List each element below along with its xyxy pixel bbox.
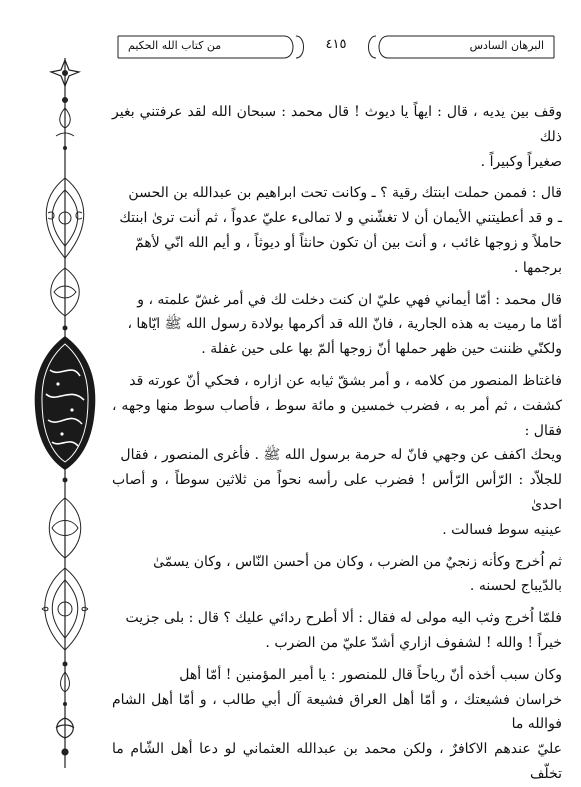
paragraph: وقف بين يديه ، قال : ايهاً يا ديوث ! قال محمد : سبحان الله لقد عرفتني بغير ذلك صغيراً وكبيراً .: [112, 104, 562, 170]
running-header: [112, 30, 560, 64]
paragraph: قال محمد : أمّا أيماني فهي عليّ ان كنت دخلت لك في أمر غشّ علمته ، و أمّا ما رميت به هذه الجارية ، فانّ الله قد أكرمها بولادة رسول الله ﷺ ايّاها ، ولكنّي ظننت حين ظهر حملها أنّ زوجها ألمّ بها على حين غفلة .: [127, 291, 562, 358]
main-text: [112, 100, 562, 782]
chapter-title: البرهان السادس: [469, 39, 544, 52]
book-title: من كتاب الله الحكيم: [128, 39, 222, 52]
calligraphy-medallion-icon: [35, 336, 96, 470]
decorative-vertical-ornament: [30, 58, 100, 768]
paragraph: ثم اُخرج وكأنه زنجيٌ من الضرب ، وكان من أحسن النّاس ، وكان يسمّىٰ بالدّيباج لحسنه .: [153, 553, 562, 595]
paragraph: وكان سبب أخذه أنّ رياحاً قال للمنصور : يا أمير المؤمنين ! أمّا أهل خراسان فشيعتك ، و أمّا أهل العراق فشيعة آل أبي طالب ، و أمّا أهل الشام فوالله ما عليّ عندهم الاكافرٌ ، ولكن محمد بن عبدالله العثماني لو دعا أهل الشّام ما تخلّف: [112, 666, 562, 782]
paragraph: فاغتاظ المنصور من كلامه ، و أمر بشقّ ثيابه عن ازاره ، فحكي أنّ عورته قد كشفت ، ثم أمر به ، فضرب خمسين و مائة سوط ، فأصاب سوط منها وجهه ، فقال : ويحك اكفف عن وجهي فانّ له حرمة برسول الله ﷺ . فأغرى المنصور ، فقال للجلاّد : الرّأس الرّأس ! فضرب على رأسه نحواً من ثلاثين سوطاً ، و أصاب احدىٰ عينيه سوط فسالت .: [112, 372, 562, 538]
paragraph: فلمّا اُخرج وثب اليه مولى له فقال : ألا أطرح ردائي عليك ؟ قال : بلى جزيت خيراً ! والله ! لشفوف ازاري أشدّ عليّ من الضرب .: [125, 610, 562, 651]
page-number: ٤١٥: [325, 37, 347, 52]
paragraph: قال : فممن حملت ابنتك رقية ؟ ـ وكانت تحت ابراهيم بن عبدالله بن الحسن ـ و قد أعطيتني الأيمان أن لا تغشّني و لا تمالىء عليّ عدواً ، ثم أنت ترىٰ ابنتك حاملاً و زوجها غائب ، و أنت بين أن تكون حانثاً أو ديوثاً ، و أيم الله انّي لأهمّ برجمها .: [119, 185, 562, 276]
